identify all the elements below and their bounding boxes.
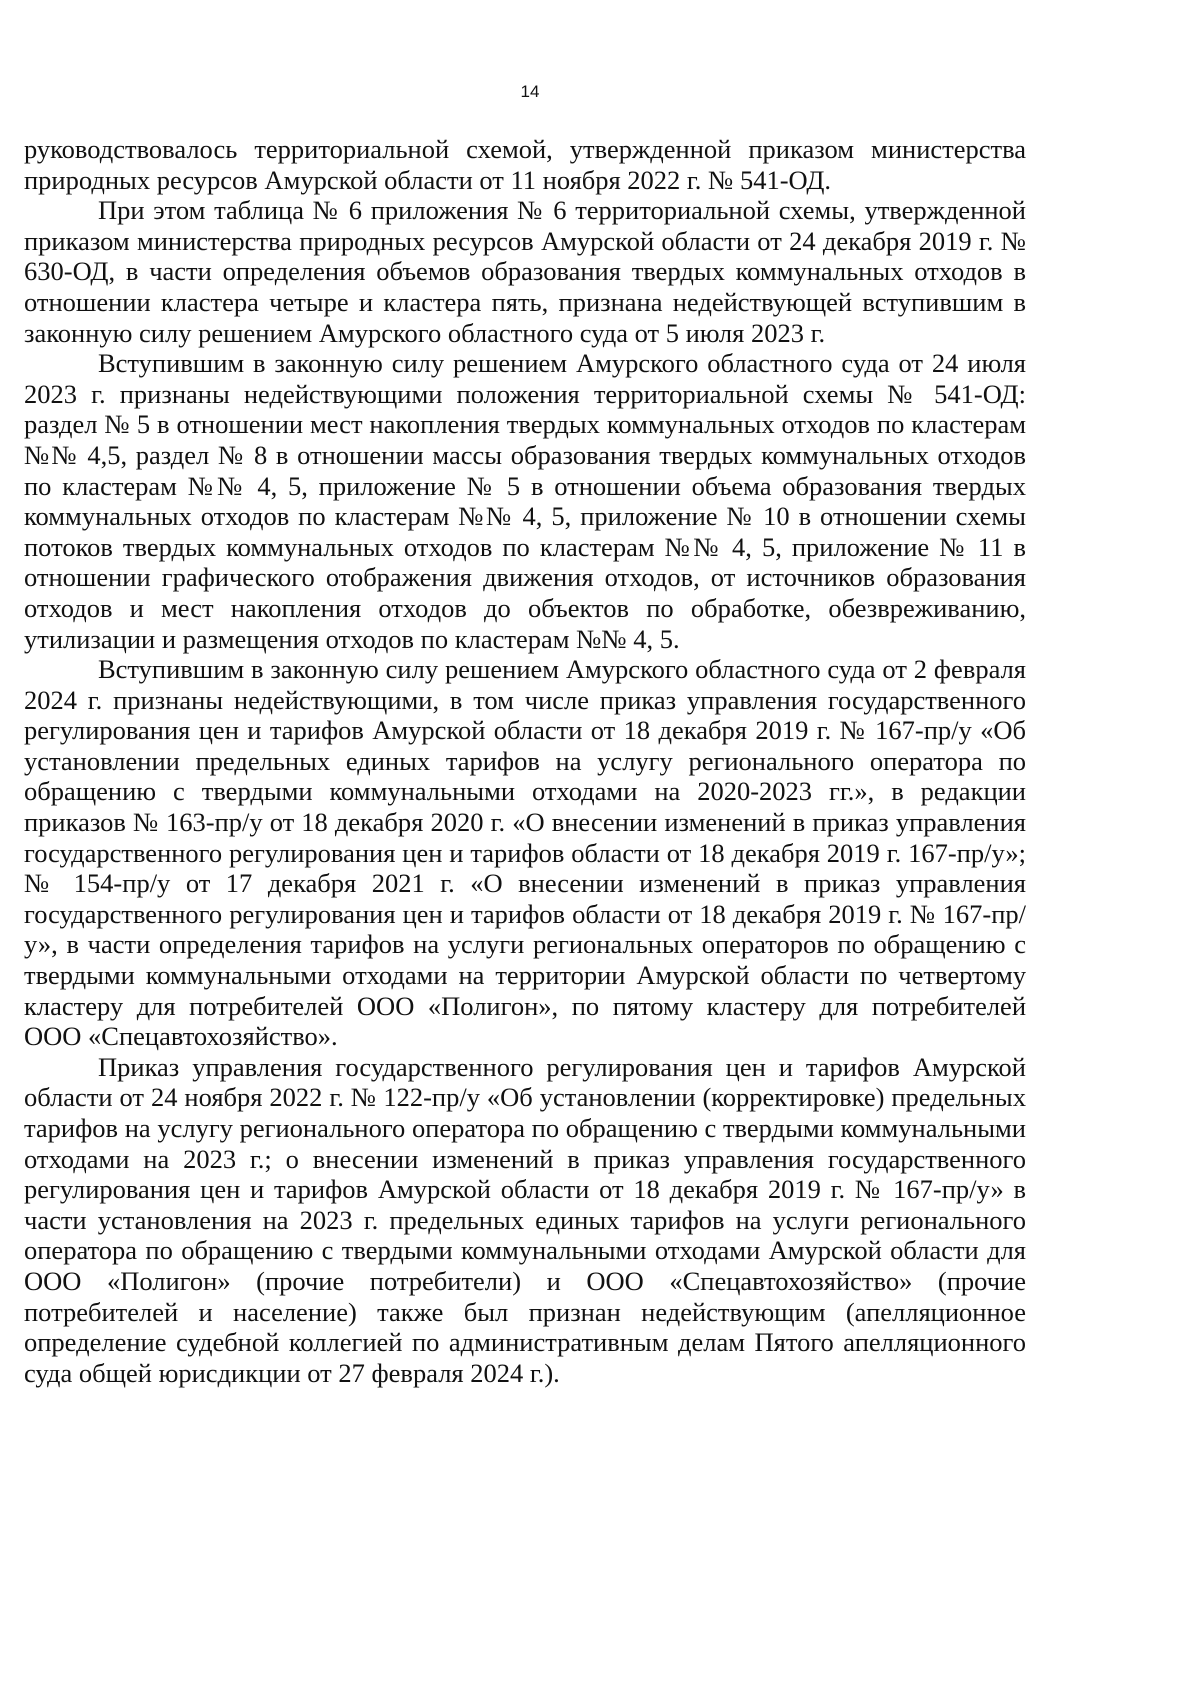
paragraph-court-decision-july-2023: Вступившим в законную силу решением Амурского областного суда от 24 июля 2023 г. признаны недействующими положения территориальной схемы № 541-ОД: раздел № 5 в отношении мест накопления твердых коммунальных отходов по кластерам №№ 4,5, раздел № 8 в отношении массы образования твердых коммунальных отходов по кластерам №№ 4, 5, приложение № 5 в отношении объема образования твердых коммунальных отходов по кластерам №№ 4, 5, приложение № 10 в отношении схемы потоков твердых коммунальных отходов по кластерам №№ 4, 5, приложение № 11 в отношении графического отображения движения отходов, от источников образования отходов и мест накопления отходов до объектов по обработке, обезвреживанию, утилизации и размещения отходов по кластерам №№ 4, 5. xyxy=(24,348,1026,654)
paragraph-order-122: Приказ управления государственного регулирования цен и тарифов Амурской области от 24 ноября 2022 г. № 122-пр/у «Об установлении (корректировке) предельных тарифов на услугу регионального оператора по обращению с твердыми коммунальными отходами на 2023 г.; о внесении изменений в приказ управления государственного регулирования цен и тарифов Амурской области от 18 декабря 2019 г. № 167-пр/у» в части установления на 2023 г. предельных единых тарифов на услуги регионального оператора по обращению с твердыми коммунальными отходами Амурской области для ООО «Полигон» (прочие потребители) и ООО «Спецавтохозяйство» (прочие потребителей и население) также был признан недействующим (апелляционное определение судебной коллегией по административным делам Пятого апелляционного суда общей юрисдикции от 27 февраля 2024 г.). xyxy=(24,1051,1026,1388)
paragraph-court-decision-feb-2024: Вступившим в законную силу решением Амурского областного суда от 2 февраля 2024 г. признаны недействующими, в том числе приказ управления государственного регулирования цен и тарифов Амурской области от 18 декабря 2019 г. № 167-пр/у «Об установлении предельных единых тарифов на услугу регионального оператора по обращению с твердыми коммунальными отходами на 2020-2023 гг.», в редакции приказов № 163-пр/у от 18 декабря 2020 г. «О внесении изменений в приказ управления государственного регулирования цен и тарифов области от 18 декабря 2019 г. 167-пр/у»; № 154-пр/у от 17 декабря 2021 г. «О внесении изменений в приказ управления государственного регулирования цен и тарифов области от 18 декабря 2019 г. № 167-пр/у», в части определения тарифов на услуги региональных операторов по обращению с твердыми коммунальными отходами на территории Амурской области по четвертому кластеру для потребителей ООО «Полигон», по пятому кластеру для потребителей ООО «Спецавтохозяйство». xyxy=(24,654,1026,1052)
page-number: 14 xyxy=(520,82,540,101)
paragraph-continuation: руководствовалось территориальной схемой, утвержденной приказом министерства природных ресурсов Амурской области от 11 ноября 2022 г. № 541-ОД. xyxy=(24,134,1026,195)
document-body xyxy=(24,134,1026,1388)
paragraph-table-6: При этом таблица № 6 приложения № 6 территориальной схемы, утвержденной приказом министерства природных ресурсов Амурской области от 24 декабря 2019 г. № 630-ОД, в части определения объемов образования твердых коммунальных отходов в отношении кластера четыре и кластера пять, признана недействующей вступившим в законную силу решением Амурского областного суда от 5 июля 2023 г. xyxy=(24,195,1026,348)
